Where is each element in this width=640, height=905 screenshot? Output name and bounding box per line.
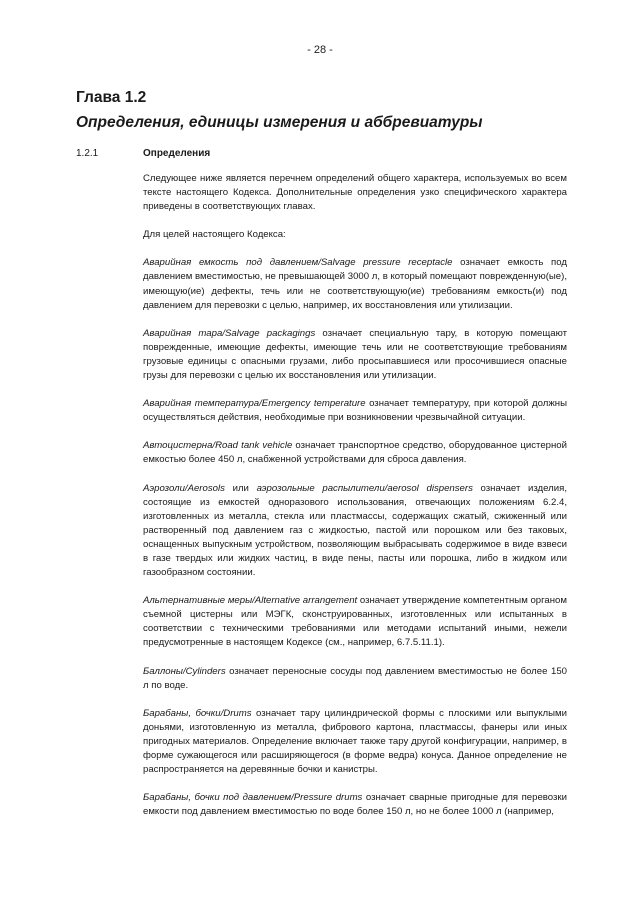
definition-text: означает сварные пригодные для перевозки емкости под давлением вместимостью по воде более 150 л, но не более 1000 л (например, [143,792,567,818]
intro-paragraph: Следующее ниже является перечнем определений общего характера, используемых во всем тексте настоящего Кодекса. Дополнительные определения узко специфического характера приведены в соответствующих главах. [143,173,567,213]
definition-text: или [224,482,257,494]
definition-term: Аэрозоли/Aerosols [143,482,225,494]
document-body [143,172,567,833]
definition-text: означает специальную тару, в которую помещают поврежденные, имеющие дефекты, имеющие течь или не соответствующие требованиям грузовые единицы с опасными грузами, либо просыпавшиеся или просочившиеся опасные грузы для перевозки с целью их восстановления или утилизации. [143,327,567,382]
definition-term: Аварийная температура/Emergency temperature [143,398,366,410]
definition-paragraph [143,707,567,777]
definition-term: Альтернативные меры/Alternative arrangement [143,595,358,607]
definition-text: означает температуру, при которой должны осуществляться действия, необходимые при возникновении чрезвычайной ситуации. [143,398,567,424]
definition-paragraph [143,791,567,819]
definition-paragraph [143,665,567,693]
definition-paragraph [143,594,567,650]
definition-term: Барабаны, бочки под давлением/Pressure drums [143,792,363,804]
definition-term: Аварийная емкость под давлением/Salvage pressure receptacle [143,257,453,269]
page-number: - 28 - [307,44,333,56]
definition-term: Аварийная тара/Salvage packagings [143,327,316,339]
definition-text: означает тару цилиндрической формы с плоскими или выпуклыми доньями, изготовленную из металла, фибрового картона, пластмассы, фанеры или иных пригодных материалов. Определение включает также тару другой конфигурации, например, в форме сужающегося или расширяющегося (в форме ведра) конуса. Данное определение не распространяется на деревянные бочки и канистры. [143,707,568,776]
intro-lead: Для целей настоящего Кодекса: [143,229,286,241]
definition-term: Баллоны/Cylinders [143,665,226,677]
section-number: 1.2.1 [76,148,99,159]
definition-paragraph [143,397,567,425]
section-title: Определения [143,148,211,159]
chapter-subtitle: Определения, единицы измерения и аббревиатуры [76,114,483,131]
definition-text: означает емкость под давлением вместимостью, не превышающей 3000 л, в который помещают поврежденную(ые), имеющую(ие) дефекты, течь или не соответствующую(ие) требованиям емкость(и) под давлением для перевозки с целью, например, их восстановления или утилизации. [143,257,567,311]
definition-paragraph [143,327,567,383]
definition-term-alt: аэрозольные распылители/aerosol dispensers [256,482,473,494]
definition-paragraph [143,482,567,581]
definition-term: Автоцистерна/Road tank vehicle [143,440,293,452]
definition-text: означает переносные сосуды под давлением вместимостью не более 150 л по воде. [143,665,567,691]
definition-text: означает изделия, состоящие из емкостей одноразового использования, отвечающих положениям 6.2.4, изготовленных из металла, стекла или пластмассы, содержащих сжатый, сжиженный или растворенный под давлением газ с жидкостью, пастой или порошком или без таковых, оснащенных выпускным устройством, позволяющим выбрасывать содержимое в виде взвеси в газе твердых или жидких частиц, в виде пены, пасты или порошка, либо в жидком или газообразном состоянии. [143,482,567,579]
chapter-title: Глава 1.2 [76,89,147,106]
definition-paragraph [143,439,567,467]
definition-paragraph [143,256,567,312]
definition-term: Барабаны, бочки/Drums [143,707,252,719]
definition-text: означает транспортное средство, оборудованное цистерной емкостью более 450 л, снабженной устройствами для сброса давления. [143,440,567,466]
definition-text: означает утверждение компетентным органом съемной цистерны или МЭГК, сконструированных, изготовленных или испытанных в соответствии с техническими требованиями или методами испытаний иными, нежели предусмотренные в настоящем Кодексе (см., например, 6.7.5.11.1). [143,595,567,649]
